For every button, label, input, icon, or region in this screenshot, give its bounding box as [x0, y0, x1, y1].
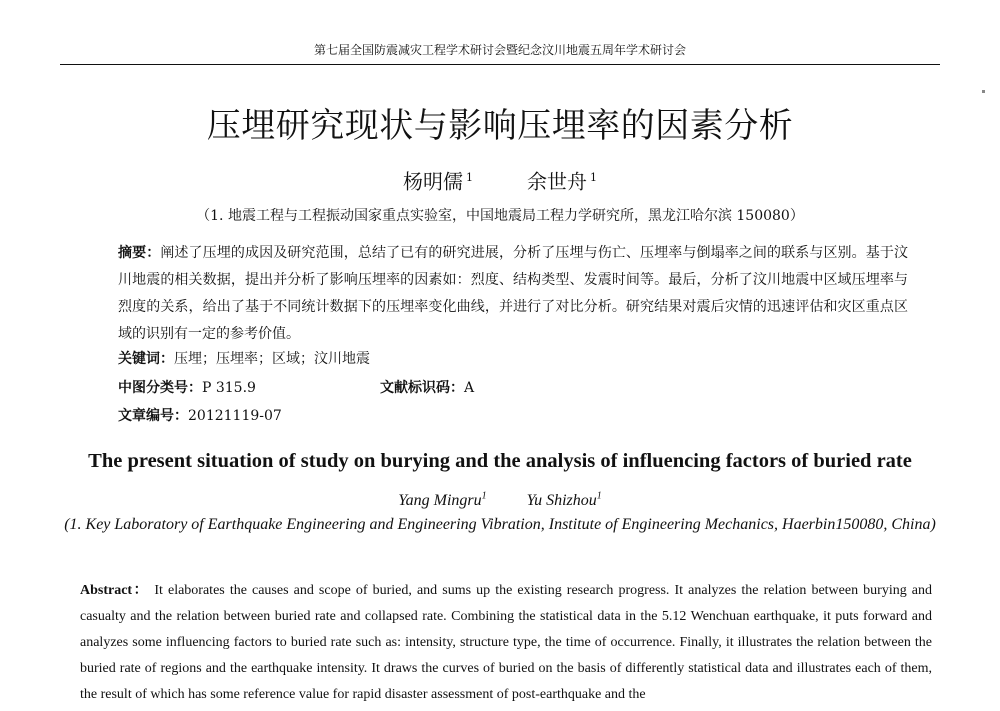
author-zh — [527, 164, 597, 196]
clc-code: P 315.9 — [202, 380, 256, 396]
article-number-value: 20121119-07 — [188, 408, 282, 424]
running-header: 第七届全国防震减灾工程学术研讨会暨纪念汶川地震五周年学术研讨会 — [313, 43, 686, 57]
doc-code-value: A — [464, 380, 475, 396]
paper-title-en: The present situation of study on burying and the analysis of influencing factors of buried rate — [88, 450, 912, 472]
article-number — [118, 404, 282, 428]
author-name: 余世舟 — [527, 169, 587, 194]
author-affil-mark: 1 — [590, 171, 597, 184]
author-name: Yang Mingru — [398, 492, 482, 510]
abstract-en-text: It elaborates the causes and scope of buried, and sums up the existing research progress. It analyzes the relation between burying and casualty and the relation between buried rate and collapsed rate. Combining the statistical data in the 5.12 Wenchuan earthquake, it puts forward and analyzes some influencing factors to buried rate such as: intensity, structure type, the time of occurrence. Finally, it illustrates the relation between the buried rate of regions and the earthquake intensity. It draws the curves of buried on the basis of differently statistical data and illustrates each of them, the result of which has some reference value for rapid disaster assessment of post-earthquake and the — [80, 583, 933, 702]
margin-mark — [982, 90, 985, 93]
author-name: 杨明儒 — [403, 169, 463, 194]
abstract-zh-label: 摘要： — [118, 245, 161, 261]
authors-zh — [60, 164, 940, 192]
affiliation-zh: （1. 地震工程与工程振动国家重点实验室，中国地震局工程力学研究所，黑龙江哈尔滨 150080） — [196, 208, 804, 224]
author-name: Yu Shizhou — [526, 492, 597, 510]
header-rule — [60, 64, 940, 65]
author-en — [527, 492, 602, 509]
author-affil-mark: 1 — [466, 171, 473, 184]
doc-code-label: 文献标识码： — [380, 380, 464, 396]
abstract-en-label: Abstract： — [80, 583, 150, 598]
author-affil-mark: 1 — [481, 491, 487, 502]
affiliation-en: (1. Key Laboratory of Earthquake Engineering and Engineering Vibration, Institute of Engineering Mechanics, Haerbin150080, China) — [64, 516, 936, 533]
keywords-text: 压埋；压埋率；区域；汶川地震 — [174, 351, 370, 367]
authors-en — [60, 485, 940, 509]
abstract-zh — [118, 240, 908, 348]
classification-row — [118, 376, 638, 400]
author-en — [398, 492, 486, 509]
clc-label: 中图分类号： — [118, 380, 202, 396]
abstract-en — [80, 578, 932, 708]
author-affil-mark: 1 — [596, 491, 602, 502]
keywords-label: 关键词： — [118, 351, 174, 367]
keywords — [118, 347, 370, 371]
article-number-label: 文章编号： — [118, 408, 188, 424]
abstract-zh-text: 阐述了压埋的成因及研究范围，总结了已有的研究进展，分析了压埋与伤亡、压埋率与倒塌率之间的联系与区别。基于汶川地震的相关数据，提出并分析了影响压埋率的因素如：烈度、结构类型、发震时间等。最后，分析了汶川地震中区域压埋率与烈度的关系，给出了基于不同统计数据下的压埋率变化曲线，并进行了对比分析。研究结果对震后灾情的迅速评估和灾区重点区域的识别有一定的参考价值。 — [118, 245, 908, 342]
paper-title-zh: 压埋研究现状与影响压埋率的因素分析 — [206, 106, 794, 146]
author-zh — [403, 164, 473, 196]
